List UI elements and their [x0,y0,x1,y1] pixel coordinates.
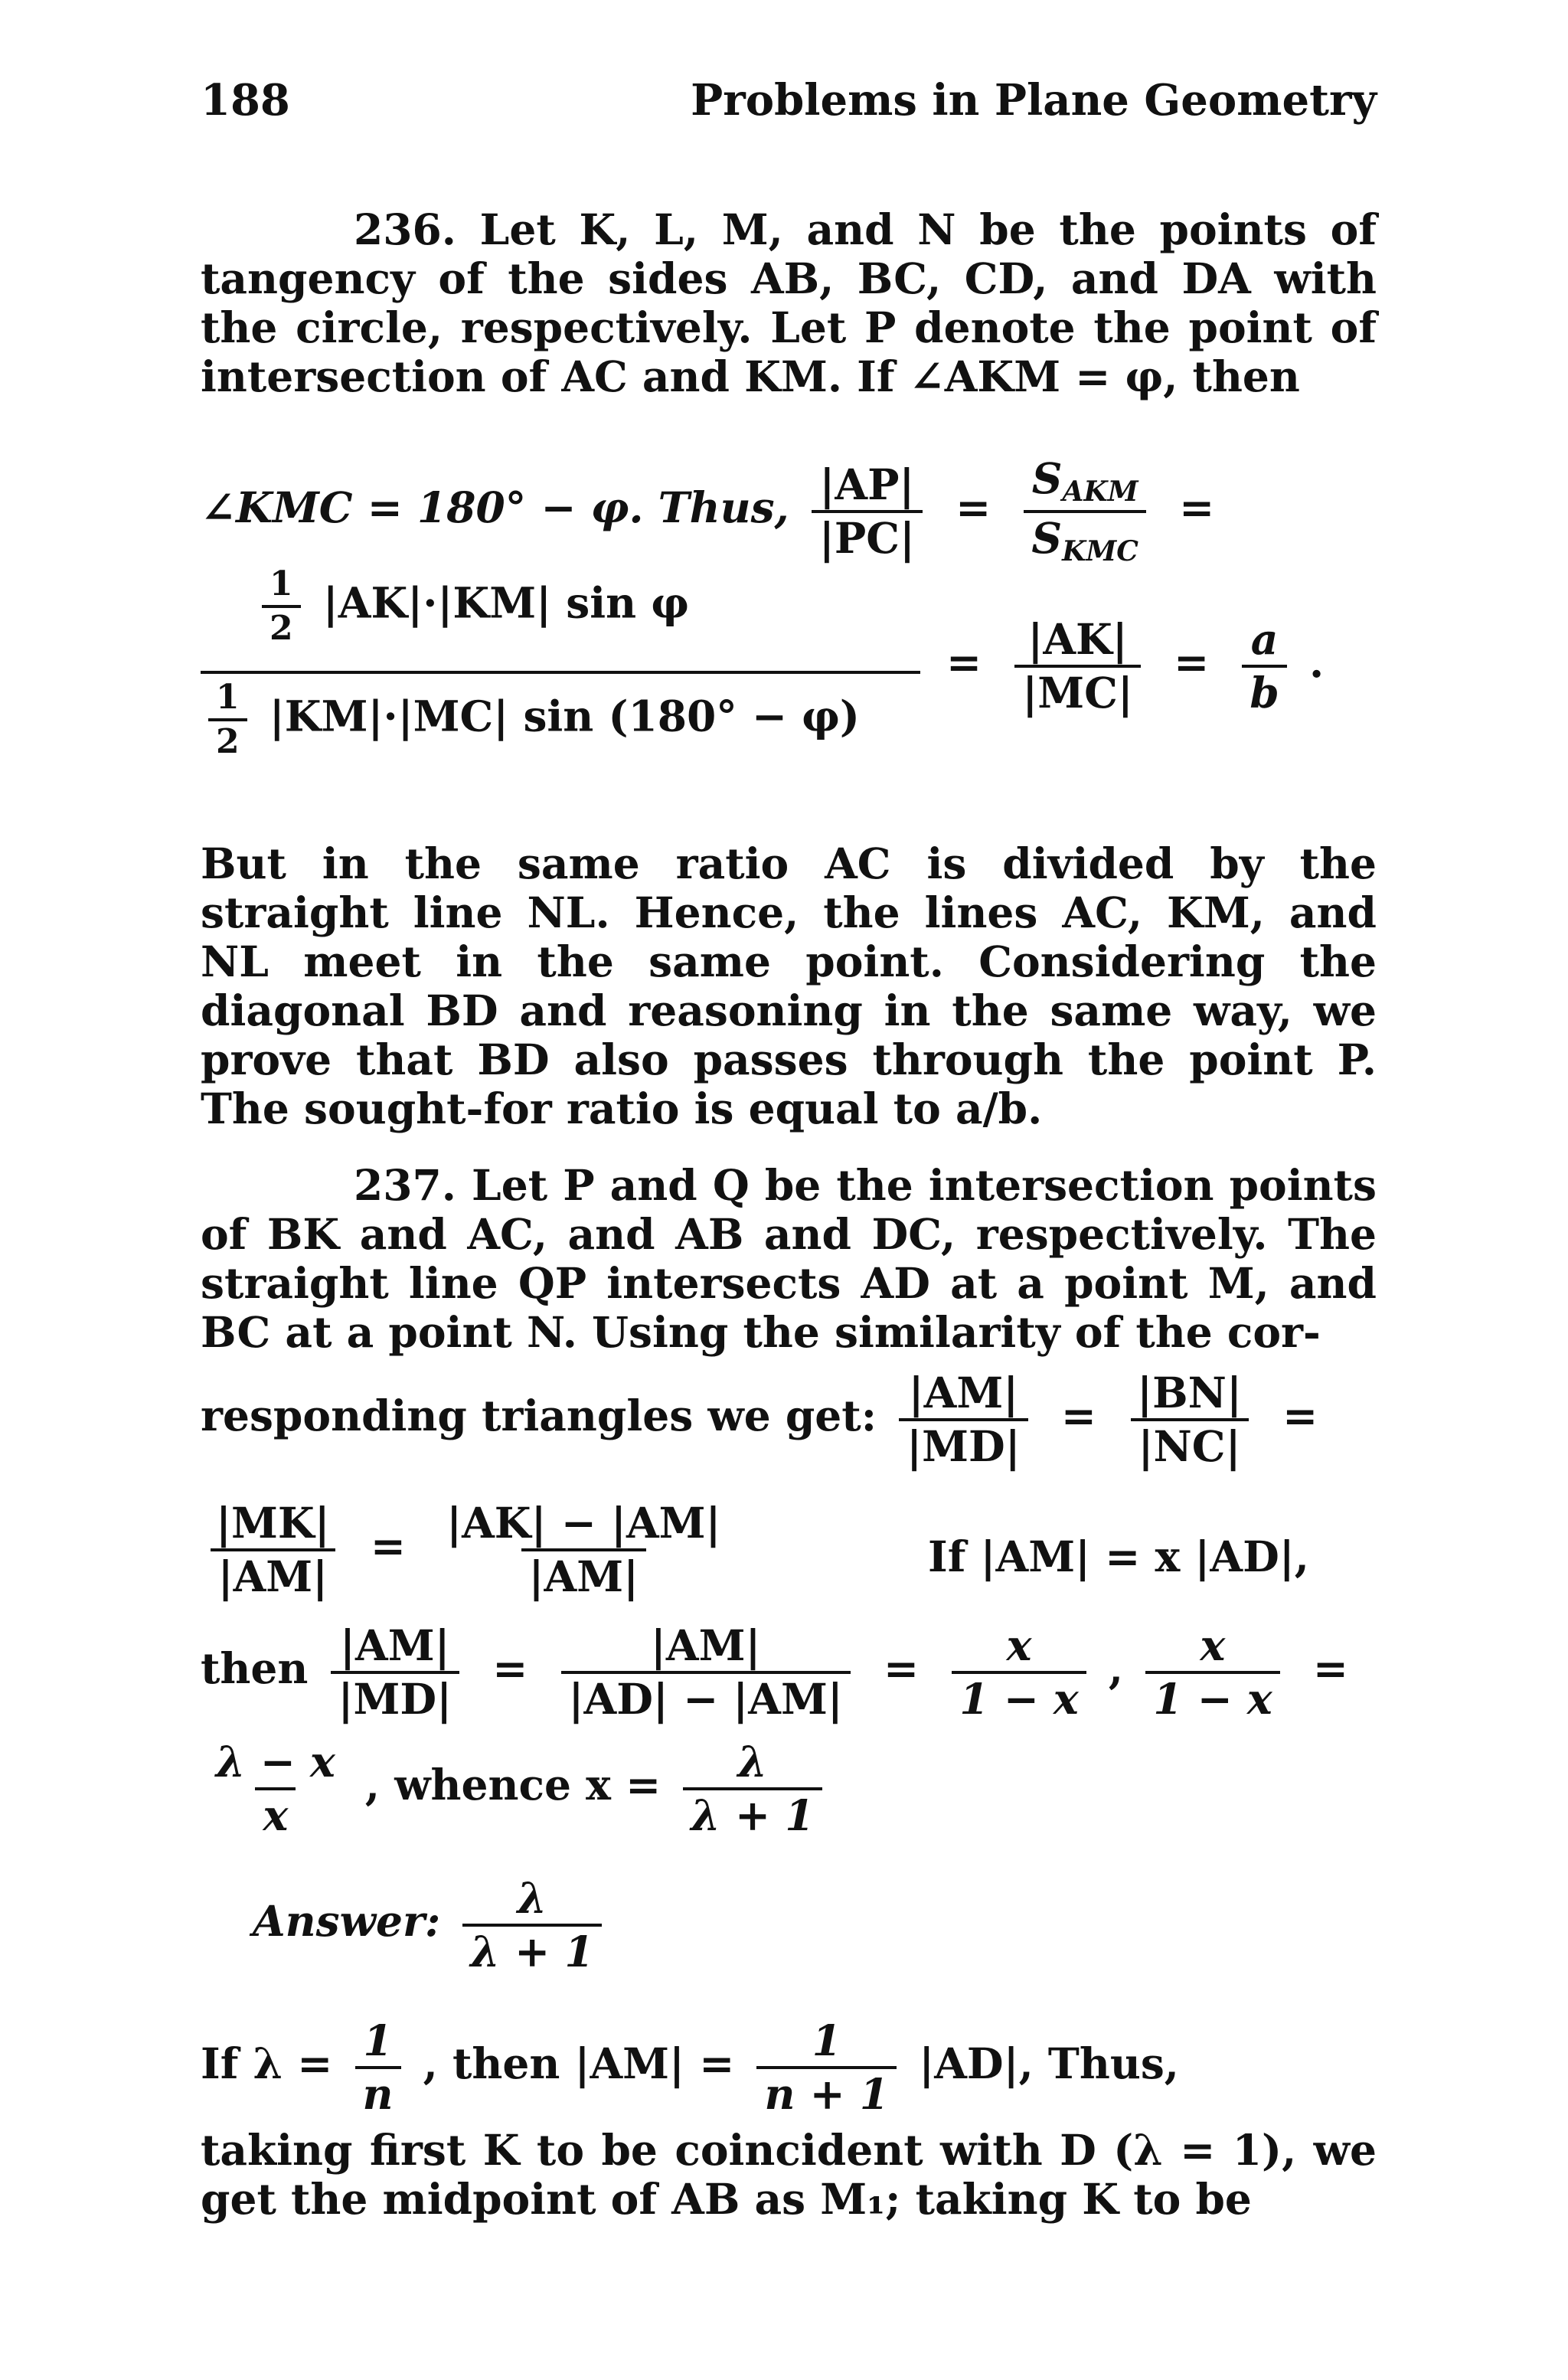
half-fraction: $\frac{1}{2}$ [262,567,301,646]
fraction-a-b: $\frac{a}{b}$ [1242,617,1286,715]
equation-mk-am: $\frac{|MK|}{|AM|}$ = $\frac{|AK| - |AM|}{|AM|}$ If |AM| = x |AD|, [201,1501,1377,1599]
fraction-1-over-n-plus-1: $\frac{1}{n + 1}$ [756,2019,897,2117]
equation-if-lambda: If λ = $\frac{1}{n}$ , then |AM| = $\frac{1}{n + 1}$ |AD|, Thus, [201,2015,1179,2119]
fraction-1-over-n: $\frac{1}{n}$ [355,2019,401,2117]
big-denominator: $\frac{1}{2}$ |KM|·|MC| sin (180° − φ) [201,680,860,760]
page-number: 188 [201,75,290,126]
angle-kmc: ∠KMC = 180° − φ. Thus, [201,482,789,532]
problem-236-text: 236. Let K, L, M, and N be the points of tangency of the sides AB, BC, CD, and DA with the circle, respectively. Let P denote the point of intersection of AC and KM. If ∠AKM = φ, then [201,204,1377,401]
equation-big-fraction [201,564,1377,804]
equation-right-side: = $\frac{|AK|}{|MC|}$ = $\frac{a}{b}$ . [946,614,1325,718]
equation-whence: $\frac{\lambda - x}{x}$ , whence x = $\frac{\lambda}{\lambda + 1}$ [201,1740,830,1838]
running-title: Problems in Plane Geometry [691,75,1377,126]
equation-similarity: responding triangles we get: $\frac{|AM|}{|MD|}$ = $\frac{|BN|}{|NC|}$ = [201,1368,1318,1471]
fraction-am-ad-minus-am: $\frac{|AM|}{|AD| - |AM|}$ [561,1623,851,1721]
answer-label: Answer: [253,1895,441,1946]
equation-angle-ratio: ∠KMC = 180° − φ. Thus, $\frac{|AP|}{|PC|}$ = $\frac{S_{AKM}}{S_{KMC}}$ = [201,453,1215,567]
answer-fraction: $\frac{\lambda}{\lambda + 1}$ [462,1876,601,1974]
fraction-area-ratio: $\frac{S_{AKM}}{S_{KMC}}$ [1024,456,1146,567]
fraction-mk-am: $\frac{|MK|}{|AM|}$ [208,1501,338,1599]
fraction-x-1-minus-x: $\frac{x}{1 - x}$ [952,1623,1086,1721]
running-header [201,75,1377,129]
if-am-equals-x-ad: If |AM| = x |AD|, [928,1532,1309,1581]
problem-237-text: 237. Let P and Q be the intersection points of BK and AC, and AB and DC, respectively. The straight line QP intersects AD at a point M, and BC at a point N. Using the similarity of the cor- [201,1160,1377,1357]
fraction-am-md-2: $\frac{|AM|}{|MD|}$ [331,1623,460,1721]
fraction-am-md: $\frac{|AM|}{|MD|}$ [899,1371,1028,1469]
fraction-lambda-minus-x: $\frac{\lambda - x}{x}$ [216,1737,335,1840]
fraction-ak-mc: $\frac{|AK|}{|MC|}$ [1014,617,1141,715]
fraction-x-1-minus-x-2: $\frac{x}{1 - x}$ [1145,1623,1279,1721]
answer [253,1873,609,1976]
fraction-ak-minus-am: $\frac{|AK| - |AM|}{|AM|}$ [446,1498,721,1601]
half-fraction: $\frac{1}{2}$ [208,680,247,760]
equation-then-chain: then $\frac{|AM|}{|MD|}$ = $\frac{|AM|}{|AD| - |AM|}$ = $\frac{x}{1 - x}$ , $\frac{x}{1 - x}$ = [201,1620,1348,1724]
fraction-ap-pc: $\frac{|AP|}{|PC|}$ [812,463,923,561]
big-numerator: $\frac{1}{2}$ |AK|·|KM| sin φ [254,567,689,646]
fraction-lambda-over-lambda-plus-1: $\frac{\lambda}{\lambda + 1}$ [683,1740,822,1838]
problem-236-conclusion: But in the same ratio AC is divided by the straight line NL. Hence, the lines AC, KM, and NL meet in the same point. Considering the diagonal BD and reasoning in the same way, we prove that BD also passes through the point P. The sought-for ratio is equal to a/b. [201,839,1377,1133]
problem-237-continuation: taking first K to be coincident with D (λ = 1), we get the midpoint of AB as M₁; taking K to be [201,2125,1377,2224]
fraction-bn-nc: $\frac{|BN|}{|NC|}$ [1129,1371,1250,1469]
big-fraction-bar [201,671,920,674]
